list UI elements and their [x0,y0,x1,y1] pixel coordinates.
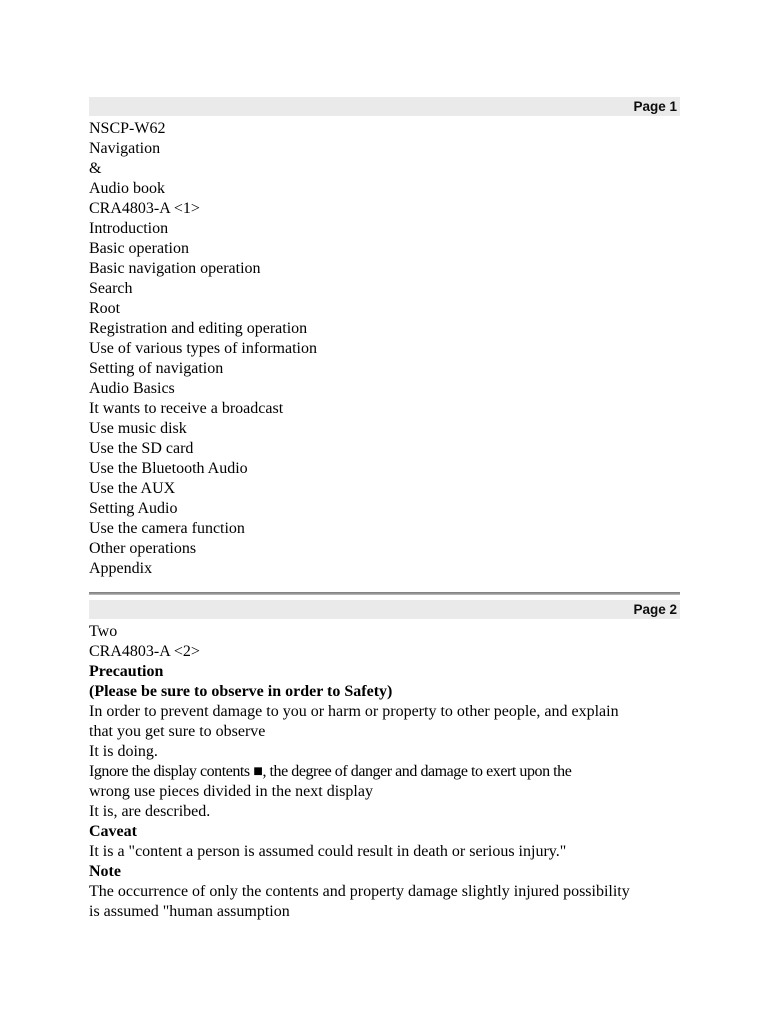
text-line: Setting of navigation [89,360,224,377]
text-line: Use the AUX [89,480,176,497]
text-line: NSCP-W62 [89,120,166,137]
text-line: Ignore the display contents ■, the degree of danger and damage to exert upon the [89,763,572,780]
text-line: that you get sure to observe [89,723,266,740]
text-line: Use of various types of information [89,340,317,357]
text-line: (Please be sure to observe in order to Safety) [89,683,393,700]
text-line: It is doing. [89,743,158,760]
page-text-block [89,116,680,579]
text-line: CRA4803-A <1> [89,200,200,217]
text-line: The occurrence of only the contents and property damage slightly injured possibility [89,883,630,900]
page-divider [89,592,680,595]
page-section [89,97,680,579]
document-content [89,97,680,922]
text-line: Appendix [89,560,153,577]
text-line: Audio Basics [89,380,175,397]
text-line: Basic navigation operation [89,260,261,277]
text-line: Root [89,300,121,317]
page-text-block [89,619,680,922]
text-line: Navigation [89,140,161,157]
text-line: It wants to receive a broadcast [89,400,284,417]
text-line: Use the camera function [89,520,245,537]
text-line: Two [89,623,118,640]
text-line: Use the SD card [89,440,194,457]
text-line: & [89,160,102,177]
page-number-badge: Page 1 [89,97,680,116]
text-line: is assumed "human assumption [89,903,290,920]
text-line: Other operations [89,540,197,557]
text-line: wrong use pieces divided in the next display [89,783,373,800]
text-line: Precaution [89,663,164,680]
text-line: In order to prevent damage to you or harm or property to other people, and explain [89,703,619,720]
text-line: Registration and editing operation [89,320,308,337]
text-line: Note [89,863,121,880]
text-line: Use the Bluetooth Audio [89,460,248,477]
text-line: Setting Audio [89,500,178,517]
text-line: It is, are described. [89,803,211,820]
page-number-badge: Page 2 [89,600,680,619]
text-line: It is a "content a person is assumed could result in death or serious injury." [89,843,567,860]
page-section [89,600,680,922]
text-line: Search [89,280,133,297]
text-line: Use music disk [89,420,187,437]
text-line: Introduction [89,220,169,237]
text-line: Audio book [89,180,165,197]
text-line: CRA4803-A <2> [89,643,200,660]
text-line: Caveat [89,823,137,840]
text-line: Basic operation [89,240,189,257]
